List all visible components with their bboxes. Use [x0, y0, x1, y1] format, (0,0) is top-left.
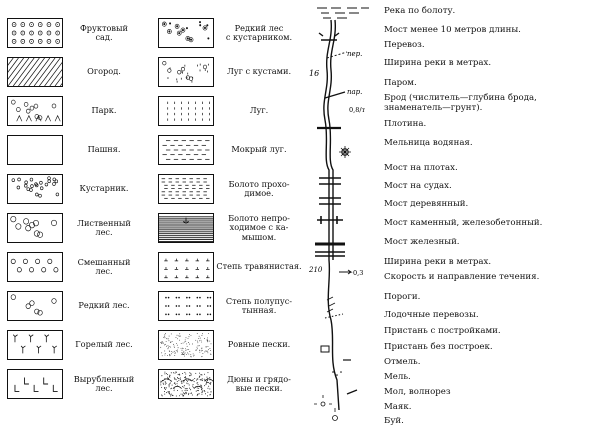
- label-line: Огород.: [87, 66, 121, 77]
- river-legend-label: Брод (числитель—глубина брода, знаменатель—грунт).: [384, 93, 537, 113]
- label-line: вые пески.: [235, 383, 283, 393]
- plowland-label: [66, 145, 142, 155]
- label-line: Болото непро-: [228, 212, 290, 223]
- deciduous-label: [66, 219, 142, 238]
- label-line: ходимое с ка-: [229, 222, 289, 233]
- label-line: Вырубленный: [73, 373, 135, 384]
- current-arrow: [339, 270, 351, 274]
- river-legend-label: Мост железный.: [384, 237, 460, 247]
- speed-label: 0,3: [353, 269, 364, 277]
- meadow-swatch: [158, 96, 214, 126]
- semidesert-swatch: [158, 291, 214, 321]
- label-line: димое.: [244, 188, 274, 198]
- passable-swamp-swatch: [158, 174, 214, 204]
- bridge-symbols: [315, 178, 345, 256]
- label-line: Степь полупус-: [225, 295, 293, 306]
- label-line: лес.: [95, 227, 113, 237]
- label-line: Болото прохо-: [228, 178, 290, 189]
- grass-steppe-swatch: [158, 252, 214, 282]
- sparse-label: [66, 301, 142, 311]
- breakwater-symbol: [347, 390, 357, 394]
- label-line: Лиственный: [77, 217, 131, 228]
- impassable-swamp-swatch: [158, 213, 214, 243]
- ford-label: 0,8/т: [349, 106, 366, 114]
- burnt-swatch: [7, 330, 63, 360]
- river-legend-label: Лодочные перевозы.: [384, 310, 479, 320]
- width-16-label: 16: [309, 69, 320, 78]
- label-line: Редкий лес.: [78, 300, 130, 311]
- orchard-swatch: [7, 18, 63, 48]
- shrub-label: [66, 184, 142, 194]
- river-legend-label: Мельница водяная.: [384, 138, 473, 148]
- shoal-dots: [332, 371, 342, 376]
- label-line: Горелый лес.: [75, 339, 133, 350]
- label-line: лес.: [95, 266, 113, 276]
- wet-meadow-label: [216, 145, 302, 155]
- watermill-symbol: [339, 146, 351, 158]
- park-swatch: [7, 96, 63, 126]
- river-legend-label: Река по болоту.: [384, 6, 456, 16]
- river-legend-label: Мол, волнорез: [384, 387, 451, 397]
- sparse-shrub-label: [216, 24, 302, 43]
- sand-swatch: [158, 330, 214, 360]
- wet-meadow-swatch: [158, 135, 214, 165]
- sand-label: [216, 340, 302, 350]
- label-line: Дюны и грядо-: [227, 373, 291, 384]
- label-line: Парк.: [91, 105, 117, 116]
- river-symbols-diagram: [303, 0, 383, 428]
- park-label: [66, 106, 142, 116]
- raft-ferry-symbol: [325, 92, 345, 98]
- shrub-swatch: [7, 174, 63, 204]
- river-legend-label: Мост каменный, железобетонный.: [384, 218, 543, 228]
- label-line: Степь травянистая.: [216, 261, 302, 272]
- dunes-label: [216, 375, 302, 394]
- river-legend-label: Перевоз.: [384, 40, 425, 50]
- label-line: Ровные пески.: [227, 339, 291, 350]
- lighthouse-symbol: [314, 395, 332, 406]
- label-line: Мокрый луг.: [231, 144, 287, 155]
- meadow-shrub-label: [216, 67, 302, 77]
- pier-built-symbol: [321, 346, 329, 352]
- sparse-shrub-swatch: [158, 18, 214, 48]
- garden-swatch: [7, 57, 63, 87]
- cleared-label: [66, 375, 142, 394]
- label-line: Кустарник.: [79, 183, 129, 194]
- label-line: сад.: [95, 32, 113, 42]
- river-legend-label: Скорость и направление течения.: [384, 272, 540, 282]
- label-line: Луг.: [249, 105, 269, 116]
- river-legend-label: Паром.: [384, 78, 417, 88]
- river-legend-label: Мель.: [384, 372, 411, 382]
- river-legend-label: Пристань без построек.: [384, 342, 493, 352]
- mixed-swatch: [7, 252, 63, 282]
- river-legend-label: Плотина.: [384, 119, 427, 129]
- swamp-hatch: [317, 8, 369, 18]
- label-line: тынная.: [241, 305, 277, 315]
- width-210-label: 210: [309, 266, 323, 274]
- grass-steppe-label: [216, 262, 302, 272]
- plowland-swatch: [7, 135, 63, 165]
- deciduous-swatch: [7, 213, 63, 243]
- orchard-label: [66, 24, 142, 43]
- buoy-symbol: [333, 408, 338, 421]
- bridge-short-symbol: [319, 33, 339, 40]
- ferry-symbol: [327, 52, 347, 58]
- river-legend-label: Мост на судах.: [384, 181, 452, 191]
- label-line: с кустарником.: [225, 32, 293, 42]
- river-legend-label: Ширина реки в метрах.: [384, 257, 492, 267]
- raft-ferry-label: пар.: [347, 88, 363, 96]
- river-legend-label: Мост на плотах.: [384, 163, 458, 173]
- river-legend-label: Буй.: [384, 416, 404, 426]
- label-line: лес.: [95, 383, 113, 393]
- river-legend-label: Отмель.: [384, 357, 421, 367]
- label-line: Луг с кустами.: [226, 66, 292, 77]
- cleared-swatch: [7, 369, 63, 399]
- label-line: Редкий лес: [234, 22, 284, 33]
- river-legend-label: Ширина реки в метрах.: [384, 58, 492, 68]
- river-legend-label: Мост менее 10 метров длины.: [384, 25, 521, 35]
- impassable-swamp-label: [216, 214, 302, 243]
- mixed-label: [66, 258, 142, 277]
- boat-ferry-symbol: [325, 314, 343, 318]
- label-line: Смешанный: [77, 256, 131, 267]
- river-legend-label: Пристань с постройками.: [384, 326, 501, 336]
- river-legend-label: Пороги.: [384, 292, 421, 302]
- label-line: Пашня.: [87, 144, 121, 155]
- label-line: Фруктовый: [79, 22, 128, 33]
- garden-label: [66, 67, 142, 77]
- river-legend-label: Мост деревянный.: [384, 199, 469, 209]
- ferry-label: пер.: [347, 50, 363, 58]
- river-legend-label: Маяк.: [384, 402, 412, 412]
- sparse-swatch: [7, 291, 63, 321]
- meadow-shrub-swatch: [158, 57, 214, 87]
- semidesert-label: [216, 297, 302, 316]
- dunes-swatch: [158, 369, 214, 399]
- label-line: мышом.: [241, 231, 277, 242]
- meadow-label: [216, 106, 302, 116]
- passable-swamp-label: [216, 180, 302, 199]
- burnt-label: [66, 340, 142, 350]
